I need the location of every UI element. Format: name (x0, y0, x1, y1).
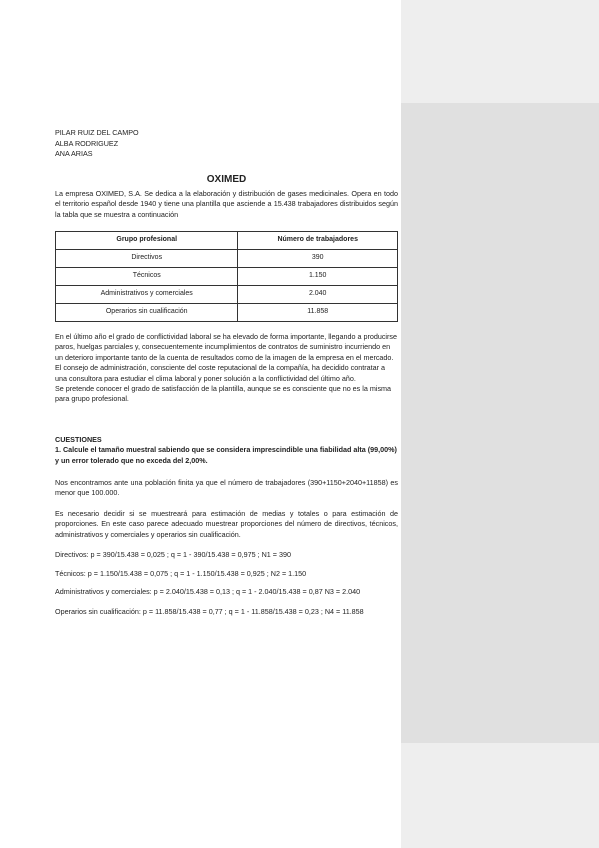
table-cell: 1.150 (238, 268, 398, 286)
table-row (56, 268, 398, 286)
answer-paragraph: Nos encontramos ante una población finita ya que el número de trabajadores (390+1150+2040+11858) es menor que 100.000. (55, 478, 398, 498)
calc-line-administrativos: Administrativos y comerciales: p = 2.040/15.438 = 0,13 ; q = 1 - 2.040/15.438 = 0,87 N3 = 2.040 (55, 586, 361, 596)
table-cell: Administrativos y comerciales (56, 286, 238, 304)
table-header-row (56, 232, 398, 250)
document-page (55, 128, 398, 618)
context-paragraph: Se pretende conocer el grado de satisfacción de la plantilla, aunque se es consciente que no es la misma para grupo profesional. (55, 384, 392, 404)
table-cell: Operarios sin cualificación (56, 304, 238, 322)
table-header-cell: Grupo profesional (56, 232, 238, 250)
intro-paragraph: La empresa OXIMED, S.A. Se dedica a la elaboración y distribución de gases medicinales. Opera en todo el territorio español desde 1940 y tiene una plantilla que asciende a 15.438 trabajadores distribuidos según la tabla que se muestra a continuación (55, 188, 398, 219)
calc-line-directivos: Directivos: p = 390/15.438 = 0,025 ; q = 1 - 390/15.438 = 0,975 ; N1 = 390 (55, 550, 291, 560)
table-cell: 11.858 (238, 304, 398, 322)
calc-line-tecnicos: Técnicos: p = 1.150/15.438 = 0,075 ; q = 1 - 1.150/15.438 = 0,925 ; N2 = 1.150 (55, 568, 307, 578)
workforce-table (55, 231, 398, 322)
author-name: ANA ARIAS (55, 149, 93, 159)
author-name: PILAR RUIZ DEL CAMPO (55, 128, 139, 137)
authors-block (55, 128, 398, 160)
table-cell: Técnicos (56, 268, 238, 286)
table-row (56, 286, 398, 304)
table-cell: 2.040 (238, 286, 398, 304)
answer-paragraph: Es necesario decidir si se muestreará para estimación de medias y totales o para estimación de proporciones. En este caso parece adecuado muestrear proporciones del número de directivos, técnicos, administrativos y comerciales y operarios sin cualificación. (55, 508, 398, 539)
table-row (56, 250, 398, 268)
table-cell: Directivos (56, 250, 238, 268)
comment-panel (401, 103, 599, 743)
table-header-cell: Número de trabajadores (238, 232, 398, 250)
questions-heading: CUESTIONES (55, 434, 102, 444)
question-1: 1. Calcule el tamaño muestral sabiendo que se considera imprescindible una fiabilidad alta (99,00%) y un error tolerado que no exceda del 2,00%. (55, 445, 397, 465)
context-paragraph: En el último año el grado de conflictividad laboral se ha elevado de forma importante, llegando a producirse paros, huelgas parciales y, consecuentemente incumplimientos de contratos de suministro incurriendo en un deterioro importante tanto de la cuenta de resultados como de la imagen de la empresa en el mercado. El consejo de administración, consciente del coste reputacional de la compañía, ha decidido contratar a una consultora para estudiar el clima laboral y poner solución a la conflictividad del último año. (55, 332, 398, 383)
document-title: OXIMED (206, 173, 247, 185)
author-name: ALBA RODRIGUEZ (55, 138, 119, 148)
table-cell: 390 (238, 250, 398, 268)
table-row (56, 304, 398, 322)
comment-sidebar (401, 0, 599, 848)
calc-line-operarios: Operarios sin cualificación: p = 11.858/15.438 = 0,77 ; q = 1 - 11.858/15.438 = 0,23 ; N4 = 11.858 (55, 607, 364, 617)
